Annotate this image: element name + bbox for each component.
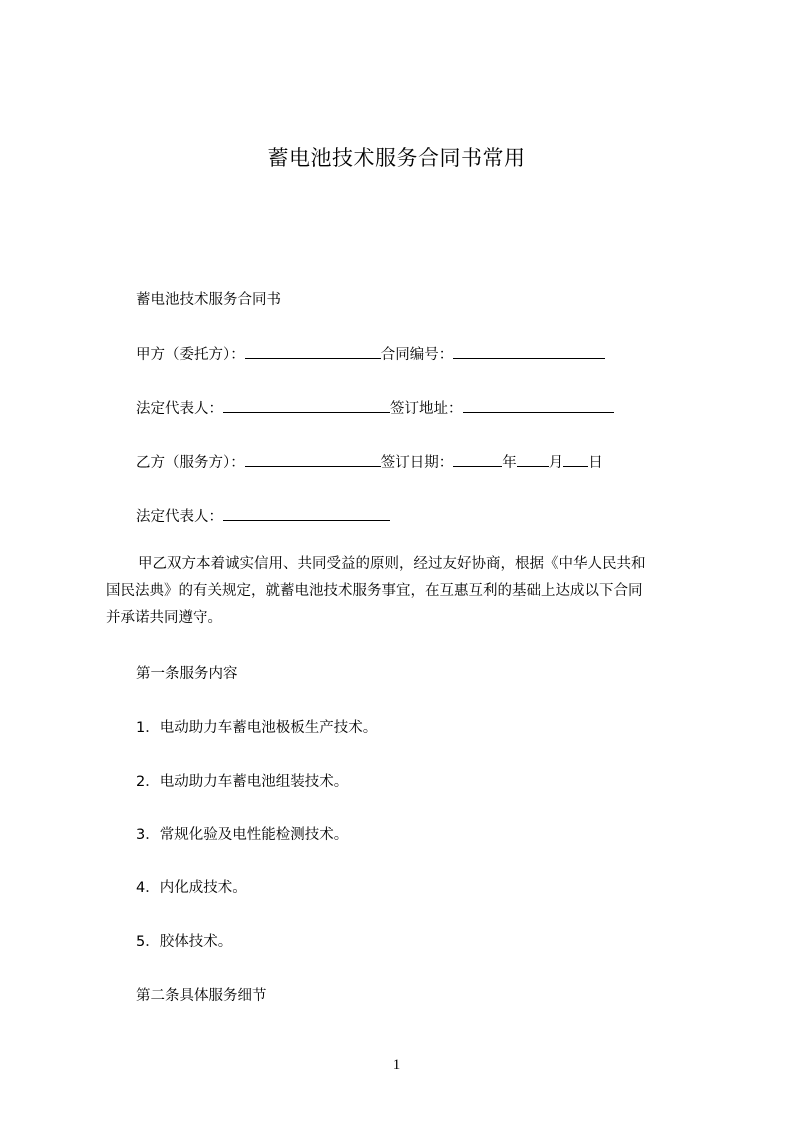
legal-rep-b-label: 法定代表人： xyxy=(136,509,223,525)
year-blank xyxy=(453,452,502,467)
party-a-blank xyxy=(245,344,381,359)
party-b-blank xyxy=(245,452,381,467)
service-item: 1．电动助力车蓄电池极板生产技术。 xyxy=(136,720,378,736)
contract-no-label: 合同编号： xyxy=(380,347,454,363)
sign-address-label: 签订地址： xyxy=(390,401,463,417)
party-b-row xyxy=(136,452,603,473)
contract-subtitle: 蓄电池技术服务合同书 xyxy=(136,292,281,308)
sign-date-label: 签订日期： xyxy=(380,455,454,471)
year-label: 年 xyxy=(502,455,517,471)
service-item: 4．内化成技术。 xyxy=(136,880,247,896)
month-label: 月 xyxy=(548,455,564,471)
service-item: 5．胶体技术。 xyxy=(136,934,233,950)
service-item: 2．电动助力车蓄电池组装技术。 xyxy=(136,774,349,790)
legal-rep-a-row xyxy=(136,398,614,419)
legal-rep-b-row xyxy=(136,506,390,527)
legal-rep-b-blank xyxy=(223,506,390,521)
legal-rep-a-blank xyxy=(223,398,390,413)
service-item: 3．常规化验及电性能检测技术。 xyxy=(136,827,349,843)
article-2-heading: 第二条具体服务细节 xyxy=(136,988,267,1004)
day-blank xyxy=(563,452,588,467)
party-b-label: 乙方（服务方）： xyxy=(136,455,245,471)
sign-address-blank xyxy=(463,398,614,413)
article-1-heading: 第一条服务内容 xyxy=(136,666,238,682)
intro-line: 并承诺共同遵守。 xyxy=(106,610,222,626)
party-a-row xyxy=(136,344,605,365)
intro-line: 甲乙双方本着诚实信用、共同受益的原则，经过友好协商，根据《中华人民共和 xyxy=(138,556,646,572)
day-label: 日 xyxy=(588,455,603,471)
month-blank xyxy=(517,452,549,467)
intro-paragraph xyxy=(106,551,706,632)
legal-rep-a-label: 法定代表人： xyxy=(136,401,223,417)
contract-no-blank xyxy=(453,344,605,359)
party-a-label: 甲方（委托方）： xyxy=(136,347,245,363)
intro-line: 国民法典》的有关规定，就蓄电池技术服务事宜，在互惠互利的基础上达成以下合同 xyxy=(106,583,643,599)
page-number: 1 xyxy=(392,1057,401,1073)
document-title: 蓄电池技术服务合同书常用 xyxy=(267,146,526,170)
